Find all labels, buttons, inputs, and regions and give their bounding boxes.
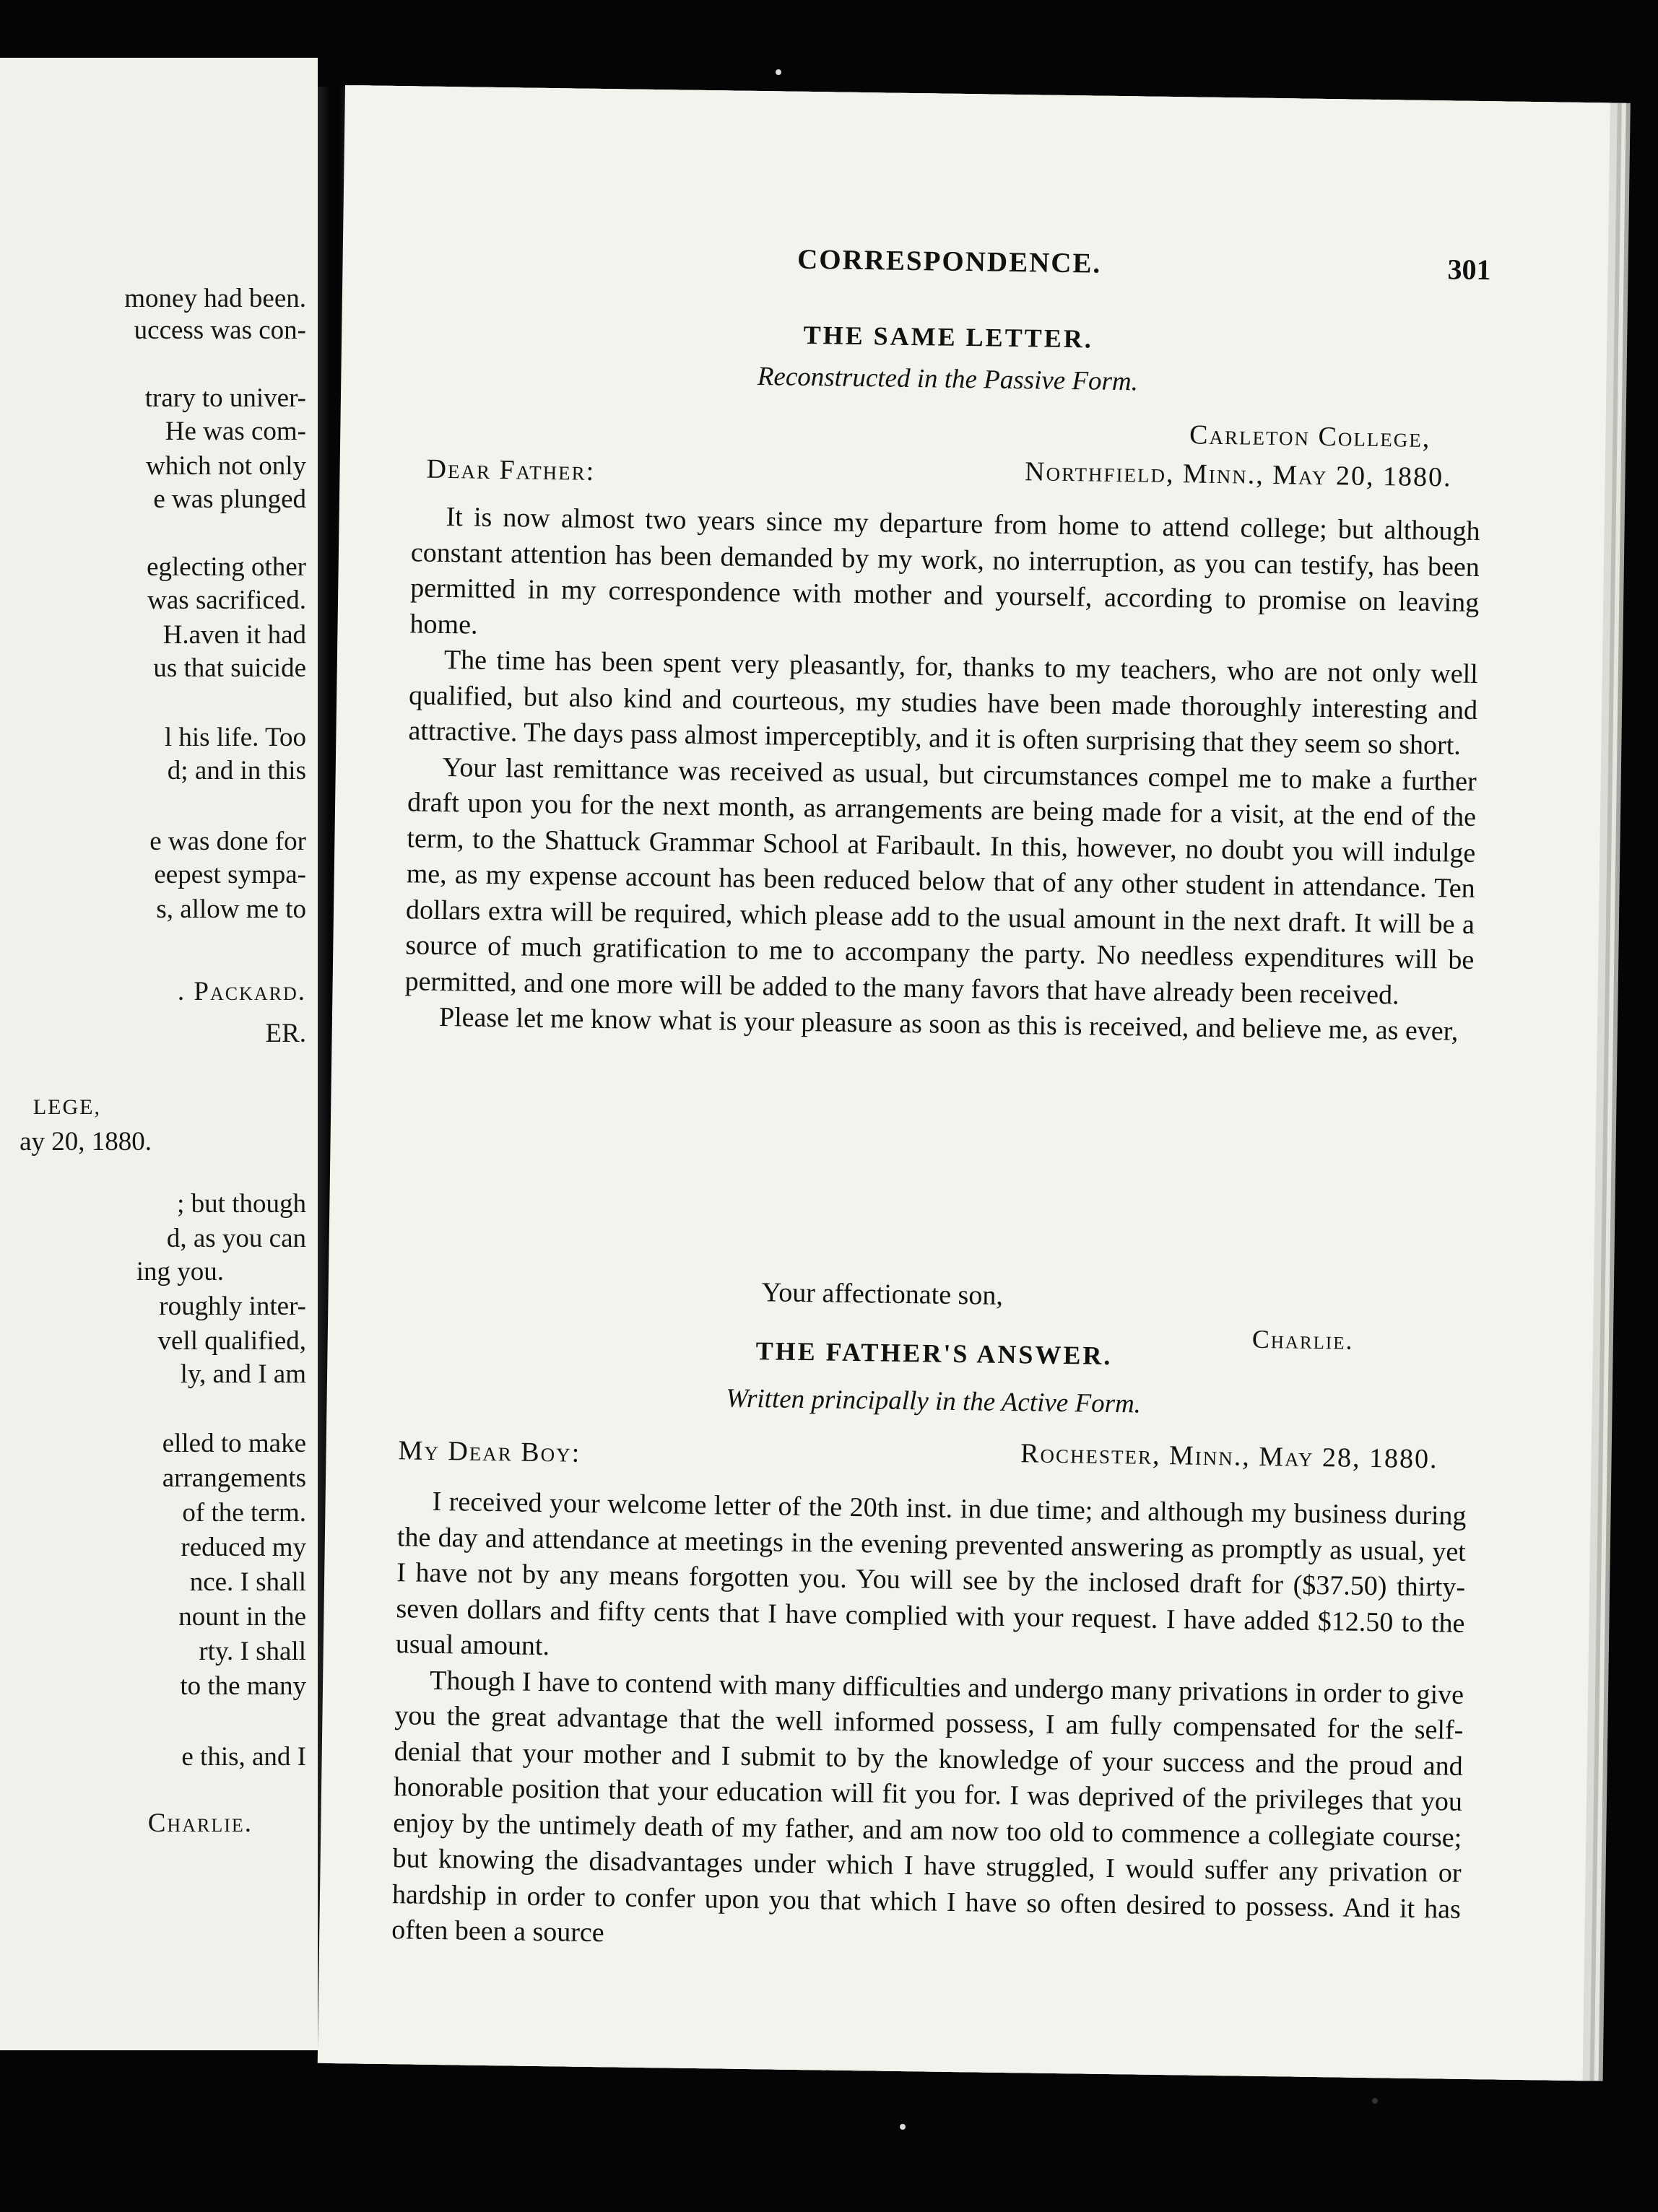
left-text-line: which not only — [146, 451, 306, 481]
letter1-subtitle: Reconstructed in the Passive Form. — [757, 362, 1139, 397]
left-text-line: H.aven it had — [162, 620, 306, 650]
letter2-paragraph: I received your welcome letter of the 20th inst. in due time; and although my business during the day and attendance at meetings in the evening prevented answering as promptly as usual, yet I have not by any means forgotten you. You will see by the inclosed draft for ($37.50) thirty-seven dollars and fifty cents that I have complied with your request. I have added $12.50 to the usual amount. — [395, 1486, 1467, 1662]
left-signature: . Packard. — [177, 977, 306, 1006]
left-text-line: was sacrificed. — [147, 585, 306, 615]
left-text-line: s, allow me to — [156, 894, 306, 924]
letter1-paragraph: It is now almost two years since my departure from home to attend college; but although constant attention has been demanded by my work, no interruption, as you can testify, has been permitted in my correspondence with mother and yourself, according to promise on leaving home. — [409, 502, 1480, 640]
running-title: CORRESPONDENCE. — [797, 243, 1102, 279]
left-text-line: e was plunged — [153, 484, 306, 514]
page-number: 301 — [1447, 253, 1491, 287]
scan-speck — [776, 69, 781, 75]
left-text-line: d; and in this — [167, 756, 306, 785]
letter1-paragraph: The time has been spent very pleasantly, for, thanks to my teachers, who are not only well qualified, but also kind and courteous, my studies have been made thoroughly interesting and attractive. The days pass almost imperceptibly, and it is often surprising that they seem so short. — [408, 644, 1479, 761]
left-text-line: He was com- — [165, 417, 306, 446]
letter1-address-line1: Carleton College, — [1189, 419, 1431, 454]
letter1-paragraph: Your last remittance was received as usual, but circumstances compel me to make a further draft upon you for the next month, as arrangements are being made for a visit, at the end of the term, to the Shattuck Grammar School at Faribault. In this, however, no doubt you will indulge me, as my expense account has been reduced below that of any other student in attendance. Ten dollars extra will be required, which please add to the usual amount in the next draft. It will be a source of much gratification to me to accompany the party. No needless expenditures will be permitted, and one more will be added to the many favors that have already been received. — [404, 752, 1477, 1010]
left-text-line: ; but though — [177, 1189, 306, 1219]
left-page-fragment — [0, 58, 318, 2050]
left-signature: Charlie. — [147, 1808, 253, 1838]
letter1-signature: Charlie. — [1251, 1324, 1354, 1355]
left-text-line: arrangements — [162, 1463, 306, 1493]
right-page — [318, 85, 1610, 2081]
left-text-line: roughly inter- — [159, 1292, 306, 1321]
letter1-body — [404, 499, 1480, 1050]
letter2-address-text: Rochester, Minn., May 28, 1880. — [1020, 1438, 1438, 1475]
letter2-title: THE FATHER'S ANSWER. — [755, 1336, 1113, 1371]
left-text-line: l his life. Too — [164, 723, 306, 752]
page-content — [391, 86, 1491, 1948]
left-text-line: d, as you can — [166, 1224, 306, 1253]
left-text-line: money had been. — [124, 284, 306, 313]
left-text-line: eglecting other — [147, 552, 306, 582]
letter1-title: THE SAME LETTER. — [803, 320, 1094, 354]
left-text-line: ly, and I am — [180, 1359, 306, 1389]
left-text-line: nount in the — [178, 1602, 306, 1632]
left-text-line: ing you. — [136, 1257, 224, 1286]
left-text-line: trary to univer- — [144, 383, 306, 413]
left-text-line: elled to make — [162, 1429, 306, 1458]
left-text-line: reduced my — [181, 1533, 306, 1562]
letter1-closing: Your affectionate son, — [761, 1277, 1004, 1311]
letter1-address-line2-text: Northfield, Minn., May 20, 1880. — [1024, 456, 1452, 493]
left-text-line: of the term. — [182, 1498, 306, 1528]
letter1-salutation: Dear Father: — [426, 453, 596, 487]
left-text-line: uccess was con- — [134, 315, 306, 345]
letter2-subtitle: Written principally in the Active Form. — [725, 1383, 1142, 1419]
running-head — [414, 238, 1491, 289]
letter1-paragraph: Please let me know what is your pleasure as soon as this is received, and believe me, as ever, — [438, 1001, 1459, 1047]
letter2-address — [1020, 1437, 1438, 1475]
letter2-body — [391, 1484, 1467, 1963]
letter2-salutation: My Dear Boy: — [398, 1435, 581, 1468]
left-text-line: e was done for — [149, 827, 306, 856]
left-date-fragment: ay 20, 1880. — [19, 1127, 152, 1157]
left-heading-fragment: ER. — [265, 1019, 306, 1048]
left-address-fragment: LEGE, — [32, 1095, 101, 1119]
left-text-line: rty. I shall — [199, 1637, 306, 1666]
left-text-line: e this, and I — [181, 1742, 306, 1772]
scan-speck — [1372, 2098, 1378, 2104]
letter2-paragraph: Though I have to contend with many difficulties and undergo many privations in order to give you the great advantage that the well informed possess, I am fully compensated for the self-denial that your mother and I submit to by the knowledge of your success and the proud and honorable position that your education will fit you for. I was deprived of the privileges that you enjoy by the untimely death of my father, and am now too old to commence a collegiate course; but knowing the disadvantages under which I have struggled, I would suffer any privation or hardship in order to confer upon you that which I have so often desired to possess. And it has often been a source — [391, 1665, 1464, 1948]
scan-speck — [900, 2124, 906, 2130]
left-text-line: us that suicide — [153, 653, 306, 683]
left-text-line: eepest sympa- — [154, 860, 306, 889]
left-text-line: to the many — [180, 1671, 306, 1701]
left-text-line: vell qualified, — [157, 1326, 306, 1356]
letter1-address-line2 — [1025, 456, 1452, 493]
left-text-line: nce. I shall — [189, 1567, 306, 1597]
